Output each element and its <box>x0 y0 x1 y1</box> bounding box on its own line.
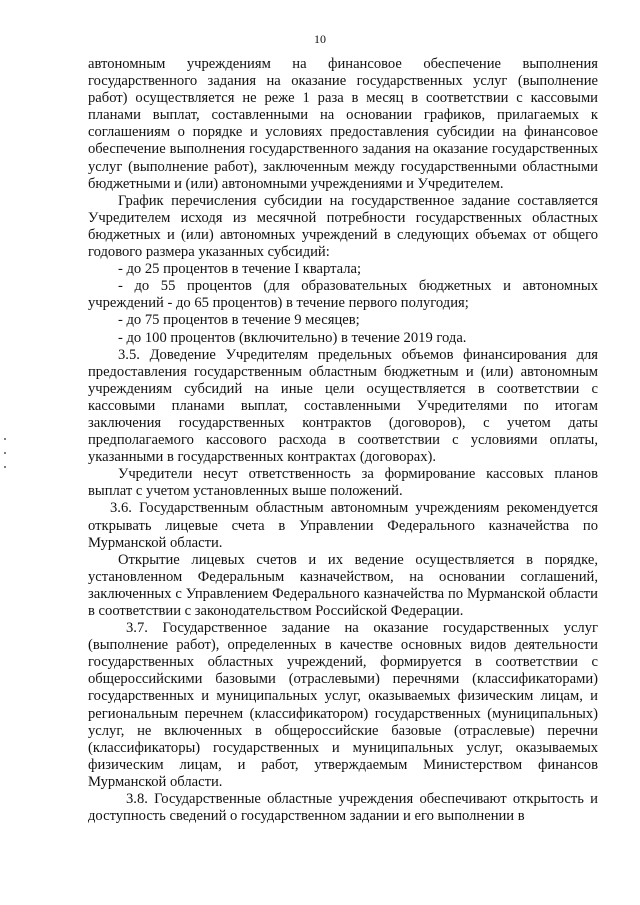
paragraph-subsidy-transfer-schedule: График перечисления субсидии на государственное задание составляется Учредителем исходя из месячной потребности государственных областных бюджетных и (или) автономных учреждений в следующих объемах от общего годового размера указанных субсидий: <box>88 192 598 261</box>
list-item-full-year: - до 100 процентов (включительно) в течение 2019 года. <box>118 329 467 346</box>
scan-speck <box>4 452 6 454</box>
list-item-nine-months: - до 75 процентов в течение 9 месяцев; <box>118 312 360 329</box>
paragraph-founders-responsibility: Учредители несут ответственность за формирование кассовых планов выплат с учетом установленных выше положений. <box>88 466 598 500</box>
section-3-6: 3.6. Государственным областным автономным учреждениям рекомендуется открывать лицевые счета в Управлении Федерального казначейства по Мурманской области. <box>88 500 598 551</box>
scan-speck <box>4 438 6 440</box>
section-3-5: 3.5. Доведение Учредителям предельных объемов финансирования для предоставления государственным областным бюджетным и (или) автономным учреждениям субсидий на иные цели осуществляется в соответствии с кассовыми планами выплат, составленными Учредителями по итогам заключения государственных контрактов (договоров), с учетом даты предполагаемого кассового расхода в соответствии с условиями оплаты, указанными в государственных контрактах (договорах). <box>88 346 598 466</box>
document-body <box>88 56 598 825</box>
list-item-q1: - до 25 процентов в течение I квартала; <box>118 261 362 278</box>
list-item-half-year: - до 55 процентов (для образовательных бюджетных и автономных учреждений - до 65 процентов) в течение первого полугодия; <box>88 278 598 312</box>
page-number: 10 <box>314 32 326 46</box>
section-3-7: 3.7. Государственное задание на оказание государственных услуг (выполнение работ), определенных в качестве основных видов деятельности государственных областных учреждений, формируется в соответствии с общероссийскими базовыми (отраслевыми) перечнями (классификаторами) государственных и муниципальных услуг, оказываемых физическим лицам, и региональным перечнем (классификатором) государственных (муниципальных) услуг, не включенных в общероссийские базовые (отраслевые) перечни (классификаторы) государственных и муниципальных услуг, оказываемых физическим лицам, и работ, утверждаемым Министерством финансов Мурманской области. <box>88 620 598 790</box>
paragraph-accounts-opening: Открытие лицевых счетов и их ведение осуществляется в порядке, установленном Федеральным казначейством, на основании соглашений, заключенных с Управлением Федерального казначейства по Мурманской области в соответствии с законодательством Российской Федерации. <box>88 551 598 619</box>
scan-speck <box>4 466 6 468</box>
section-3-8: 3.8. Государственные областные учреждения обеспечивают открытость и доступность сведений о государственном задании и его выполнении в <box>88 791 598 825</box>
paragraph-funding-schedule: автономным учреждениям на финансовое обеспечение выполнения государственного задания на оказание государственных услуг (выполнение работ) осуществляется не реже 1 раза в месяц в соответствии с кассовыми планами выплат, составленными на основании графиков, прилагаемых к соглашениям о порядке и условиях предоставления субсидии на финансовое обеспечение выполнения государственного задания на оказание государственных услуг (выполнение работ), заключенным между государственными областными бюджетными и (или) автономными учреждениями и Учредителем. <box>88 56 598 192</box>
